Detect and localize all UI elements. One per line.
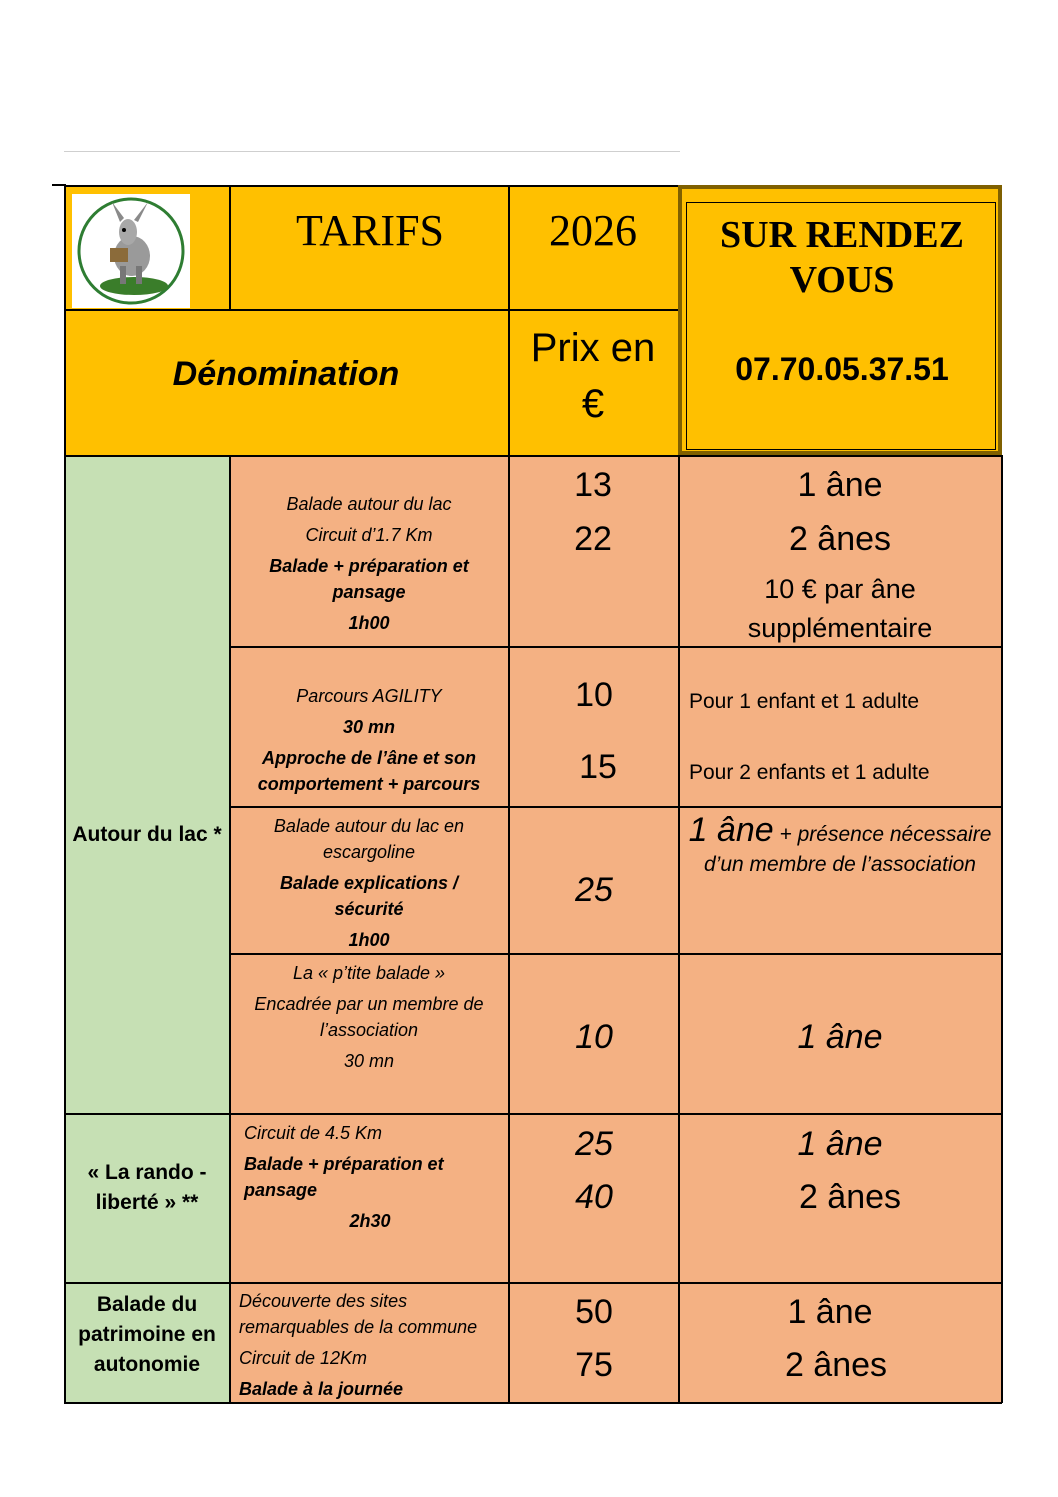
row-5-note: 2 ânes — [798, 1178, 902, 1216]
row-3-desc-line: Balade explications / sécurité — [279, 873, 459, 919]
phone-number[interactable]: 07.70.05.37.51 — [735, 351, 949, 387]
row-1-desc-line: Balade autour du lac — [286, 494, 452, 514]
row-3-note-main: 1 âne — [688, 811, 774, 849]
row-1-price: 13 — [574, 466, 612, 504]
grid-line — [64, 455, 1002, 457]
row-4-desc-line: La « p’tite balade » — [292, 963, 446, 983]
row-1-description — [236, 491, 502, 636]
row-6-desc-line: Découverte des sites remarquables de la commune — [239, 1291, 478, 1337]
grid-line — [229, 455, 231, 1403]
row-5-desc-line: Circuit de 4.5 Km — [244, 1123, 383, 1143]
row-2-note: Pour 2 enfants et 1 adulte — [689, 761, 930, 784]
year: 2026 — [549, 206, 637, 255]
grid-line — [230, 953, 1002, 955]
category-patrimoine: Balade du patrimoine en autonomie — [78, 1293, 216, 1376]
row-3-price: 25 — [575, 871, 613, 909]
grid-line — [64, 309, 678, 311]
row-6-desc-line: Balade à la journée — [239, 1379, 404, 1399]
top-rule — [64, 151, 680, 152]
grid-line — [1001, 455, 1003, 1403]
column-header-denomination: Dénomination — [172, 355, 400, 393]
row-6-note: 2 ânes — [784, 1346, 888, 1384]
row-5-price: 40 — [575, 1178, 613, 1216]
row-2-desc-line: Approche de l’âne et son comportement + parcours — [257, 748, 481, 794]
row-1-price: 22 — [574, 520, 612, 558]
row-3-note — [686, 811, 994, 880]
grid-line — [678, 455, 680, 1403]
row-3-note-rest: + présence nécessaire d’un membre de l’association — [704, 823, 992, 876]
row-2-note: Pour 1 enfant et 1 adulte — [689, 690, 920, 713]
grid-line — [230, 806, 1002, 808]
row-4-note: 1 âne — [797, 1018, 883, 1056]
appointment-label: SUR RENDEZ VOUS — [720, 214, 964, 301]
row-1-desc-line: Balade + préparation et pansage — [269, 556, 469, 602]
row-4-desc-line: Encadrée par un membre de l’association — [254, 994, 484, 1040]
row-5-price: 25 — [575, 1125, 613, 1163]
grid-line — [64, 1282, 1002, 1284]
row-4-desc-line: 30 mn — [343, 1051, 395, 1071]
grid-line — [229, 185, 231, 309]
row-3-description — [236, 813, 502, 953]
row-6-description — [239, 1288, 503, 1402]
row-5-desc-line: Balade + préparation et pansage — [244, 1154, 444, 1200]
row-3-desc-line: Balade autour du lac en escargoline — [273, 816, 465, 862]
column-header-price: Prix en € — [530, 326, 656, 426]
row-5-description — [239, 1120, 501, 1234]
row-2-desc-line: Parcours AGILITY — [296, 686, 442, 706]
grid-line — [508, 185, 510, 1403]
grid-line — [64, 185, 66, 1403]
grid-line — [64, 1402, 1002, 1404]
row-1-desc-line: 1h00 — [348, 613, 390, 633]
category-column — [64, 455, 230, 1403]
row-1-note: 1 âne — [797, 466, 883, 504]
row-2-price: 15 — [579, 748, 617, 786]
donkey-logo-icon — [72, 194, 190, 308]
row-4-price: 10 — [575, 1018, 613, 1056]
category-autour-du-lac: Autour du lac * — [72, 823, 222, 846]
row-1-desc-line: Circuit d’1.7 Km — [305, 525, 433, 545]
row-6-price: 75 — [575, 1346, 613, 1384]
row-2-description — [236, 683, 502, 797]
row-2-desc-line: 30 mn — [342, 717, 396, 737]
row-1-note: 10 € par âne supplémentaire — [747, 574, 933, 643]
category-rando-liberte: « La rando - liberté » ** — [87, 1161, 207, 1214]
row-6-price: 50 — [575, 1293, 613, 1331]
row-3-desc-line: 1h00 — [348, 930, 390, 950]
row-5-note: 1 âne — [797, 1125, 883, 1163]
row-5-desc-line: 2h30 — [349, 1211, 391, 1231]
grid-line — [64, 1113, 1002, 1115]
grid-line — [64, 185, 678, 187]
row-6-note: 1 âne — [787, 1293, 873, 1331]
row-1-note: 2 ânes — [788, 520, 892, 558]
appointment-box — [686, 202, 996, 450]
logo — [72, 194, 190, 308]
row-6-desc-line: Circuit de 12Km — [239, 1348, 368, 1368]
title: TARIFS — [295, 206, 445, 255]
row-4-description — [236, 960, 502, 1074]
row-2-price: 10 — [575, 676, 613, 714]
